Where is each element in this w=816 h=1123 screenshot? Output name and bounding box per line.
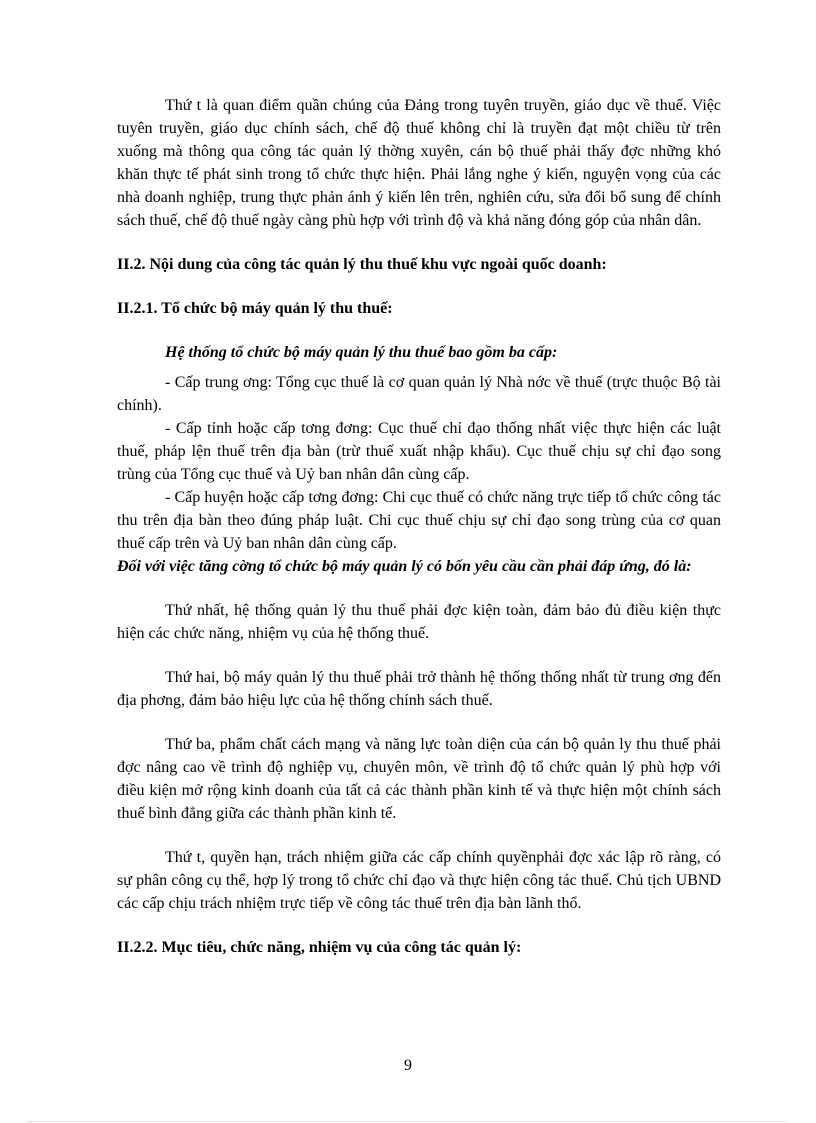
page-content <box>117 94 721 959</box>
section-heading-ii-2: II.2. Nội dung của công tác quản lý thu thuế khu vực ngoài quốc doanh: <box>117 256 607 273</box>
requirement-first: Thứ nhất, hệ thống quản lý thu thuế phải đợc kiện toàn, đảm bảo đủ điều kiện thực hiện các chức năng, nhiệm vụ của hệ thống thuế. <box>117 602 721 642</box>
section-heading-ii-2-2: II.2.2. Mục tiêu, chức năng, nhiệm vụ của công tác quản lý: <box>117 939 522 956</box>
list-item-district-level: - Cấp huyện hoặc cấp tơng đơng: Chi cục thuế có chức năng trực tiếp tổ chức công tác thu trên địa bàn theo đúng pháp luật. Chi cục thuế chịu sự chỉ đạo song trùng của cơ quan thuế cấp trên và Uỷ ban nhân dân cùng cấp. <box>117 489 721 552</box>
section-heading-ii-2-1: II.2.1. Tổ chức bộ máy quản lý thu thuế: <box>117 300 393 317</box>
list-item-provincial-level: - Cấp tỉnh hoặc cấp tơng đơng: Cục thuế chỉ đạo thống nhất việc thực hiện các luật thuế, pháp lện thuế trên địa bàn (trừ thuế xuất nhập khẩu). Cục thuế chịu sự chỉ đạo song trùng của Tổng cục thuế và Uỷ ban nhân dân cùng cấp. <box>117 420 721 483</box>
subheading-three-levels: Hệ thống tổ chức bộ máy quản lý thu thuế bao gồm ba cấp: <box>165 344 558 361</box>
requirement-fourth: Thứ t, quyền hạn, trách nhiệm giữa các cấp chính quyềnphải đợc xác lập rõ ràng, có sự phân công cụ thể, hợp lý trong tổ chức chỉ đạo và thực hiện công tác thuế. Chủ tịch UBND các cấp chịu trách nhiệm trực tiếp về công tác thuế trên địa bàn lãnh thổ. <box>117 849 721 912</box>
intro-paragraph: Thứ t là quan điểm quần chúng của Đảng trong tuyên truyền, giáo dục về thuế. Việc tuyên truyền, giáo dục chính sách, chế độ thuế không chỉ là truyền đạt một chiều từ trên xuống mà thông qua công tác quản lý thờng xuyên, cán bộ thuế phải thấy đợc những khó khăn thực tế phát sinh trong tổ chức thực hiện. Phải lắng nghe ý kiến, nguyện vọng của các nhà doanh nghiệp, trung thực phản ánh ý kiến lên trên, nghiên cứu, sửa đổi bổ sung để chính sách thuế, chế độ thuế ngày càng phù hợp với trình độ và khả năng đóng góp của nhân dân. <box>117 97 721 229</box>
requirement-third: Thứ ba, phẩm chất cách mạng và năng lực toàn diện của cán bộ quản ly thu thuế phải đợc nâng cao về trình độ nghiệp vụ, chuyên môn, về trình độ tổ chức quản lý phù hợp với điều kiện mở rộng kinh doanh của tất cả các thành phần kinh tế và thực hiện một chính sách thuế bình đẳng giữa các thành phần kinh tế. <box>117 736 721 822</box>
list-item-central-level: - Cấp trung ơng: Tổng cục thuế là cơ quan quản lý Nhà nớc về thuế (trực thuộc Bộ tài chính). <box>117 374 721 414</box>
requirement-second: Thứ hai, bộ máy quản lý thu thuế phải trở thành hệ thống thống nhất từ trung ơng đến địa phơng, đảm bảo hiệu lực của hệ thống chính sách thuế. <box>117 669 721 709</box>
page-bottom-divider <box>28 1121 788 1122</box>
subheading-four-requirements: Đối với việc tăng cờng tổ chức bộ máy quản lý có bốn yêu cầu cần phải đáp ứng, đó là: <box>117 558 692 575</box>
page-number: 9 <box>404 1057 412 1074</box>
